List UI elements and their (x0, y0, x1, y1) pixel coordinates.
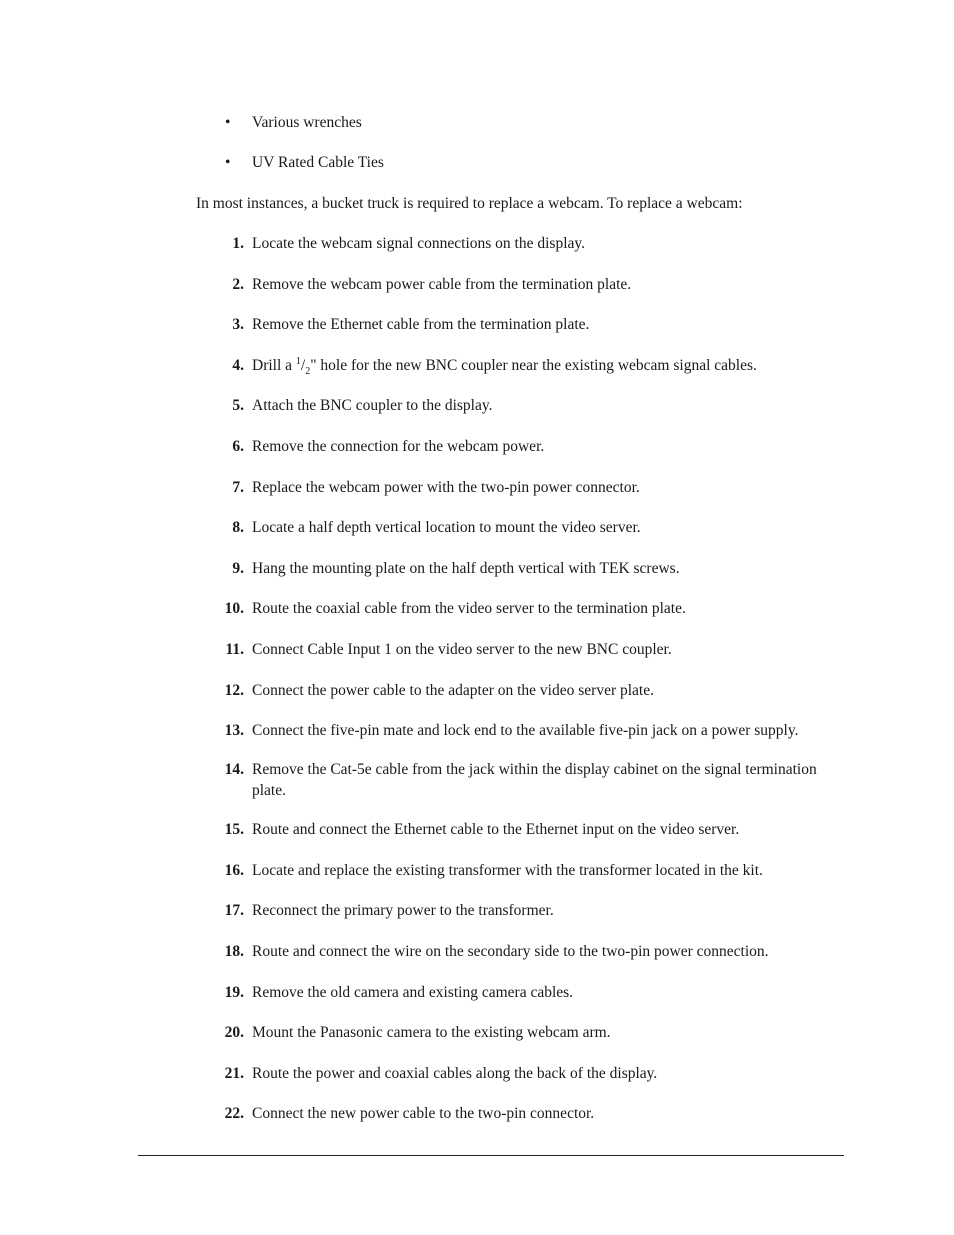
step-number: 18. (224, 942, 244, 960)
step-item (196, 982, 856, 1003)
list-item (196, 152, 836, 192)
step-number: 2. (232, 275, 244, 293)
step-item (196, 517, 856, 538)
step-text: Remove the webcam power cable from the termination plate. (252, 275, 632, 293)
step-text: Reconnect the primary power to the transformer. (252, 902, 554, 920)
numbered-steps (196, 233, 856, 1144)
step-text: Route the power and coaxial cables along the back of the display. (252, 1064, 658, 1082)
step-item (196, 819, 856, 840)
step-item (196, 759, 856, 801)
step-item (196, 1063, 856, 1084)
step-number: 10. (224, 600, 244, 618)
step-text: Locate and replace the existing transformer with the transformer located in the kit. (252, 861, 763, 879)
step-item (196, 395, 856, 416)
step-text-pre: Drill a (252, 356, 296, 374)
intro-paragraph: In most instances, a bucket truck is required to replace a webcam. To replace a webcam: (196, 195, 743, 212)
step-number: 13. (224, 722, 244, 740)
step-text: Remove the connection for the webcam power. (252, 437, 545, 455)
step-text: Connect Cable Input 1 on the video server to the new BNC coupler. (252, 640, 672, 658)
step-number: 7. (232, 478, 244, 496)
step-item (196, 355, 856, 376)
step-number: 4. (232, 356, 244, 374)
step-item (196, 941, 856, 962)
fraction-numerator: 1 (295, 355, 301, 367)
fraction-denominator: 2 (305, 365, 311, 377)
step-item (196, 1022, 856, 1043)
step-number: 20. (224, 1024, 244, 1042)
step-text (252, 355, 837, 376)
step-item (196, 1103, 856, 1124)
step-item (196, 274, 856, 295)
bullet-list (196, 112, 836, 192)
step-text: Attach the BNC coupler to the display. (252, 397, 493, 415)
bullet-marker: • (225, 154, 231, 171)
step-text: Connect the new power cable to the two-pin connector. (252, 1105, 595, 1123)
step-number: 9. (232, 559, 244, 577)
step-text: Locate a half depth vertical location to mount the video server. (252, 519, 641, 537)
step-item (196, 720, 856, 741)
step-item (196, 680, 856, 701)
step-text: Remove the Ethernet cable from the termination plate. (252, 316, 590, 334)
step-text: Mount the Panasonic camera to the existing webcam arm. (252, 1024, 611, 1042)
step-text-post: " hole for the new BNC coupler near the existing webcam signal cables. (310, 356, 757, 374)
step-text: Connect the power cable to the adapter on the video server plate. (252, 681, 654, 699)
bullet-marker: • (225, 114, 231, 131)
step-item (196, 900, 856, 921)
step-item (196, 558, 856, 579)
bullet-text: UV Rated Cable Ties (252, 154, 384, 171)
step-number: 19. (224, 983, 244, 1001)
step-number: 16. (224, 861, 244, 879)
step-number: 8. (232, 519, 244, 537)
step-text: Route the coaxial cable from the video server to the termination plate. (252, 600, 686, 618)
step-number: 15. (224, 821, 244, 839)
step-item (196, 598, 856, 619)
step-number: 12. (224, 681, 244, 699)
step-text: Connect the five-pin mate and lock end to the available five-pin jack on a power supply. (252, 722, 799, 740)
step-number: 21. (224, 1064, 244, 1082)
step-text: Locate the webcam signal connections on the display. (252, 235, 586, 252)
step-number: 5. (232, 397, 244, 415)
step-text: Route and connect the wire on the secondary side to the two-pin power connection. (252, 942, 769, 960)
step-text: Route and connect the Ethernet cable to the Ethernet input on the video server. (252, 821, 740, 839)
step-item (196, 639, 856, 660)
step-number: 11. (225, 640, 244, 658)
step-item (196, 314, 856, 335)
step-number: 6. (232, 437, 244, 455)
step-number: 14. (224, 761, 244, 779)
fraction-slash: / (300, 356, 306, 374)
step-number: 17. (224, 902, 244, 920)
step-number: 1. (232, 235, 244, 252)
step-text: Remove the Cat-5e cable from the jack within the display cabinet on the signal termination plate. (252, 761, 817, 800)
step-text: Hang the mounting plate on the half depth vertical with TEK screws. (252, 559, 680, 577)
footer-divider (138, 1155, 844, 1156)
step-item (196, 436, 856, 457)
bullet-text: Various wrenches (252, 114, 362, 131)
step-item (196, 233, 856, 254)
step-text: Replace the webcam power with the two-pin power connector. (252, 478, 640, 496)
step-number: 22. (224, 1105, 244, 1123)
step-item (196, 860, 856, 881)
step-text: Remove the old camera and existing camera cables. (252, 983, 574, 1001)
list-item (196, 112, 836, 152)
step-item (196, 477, 856, 498)
step-number: 3. (232, 316, 244, 334)
